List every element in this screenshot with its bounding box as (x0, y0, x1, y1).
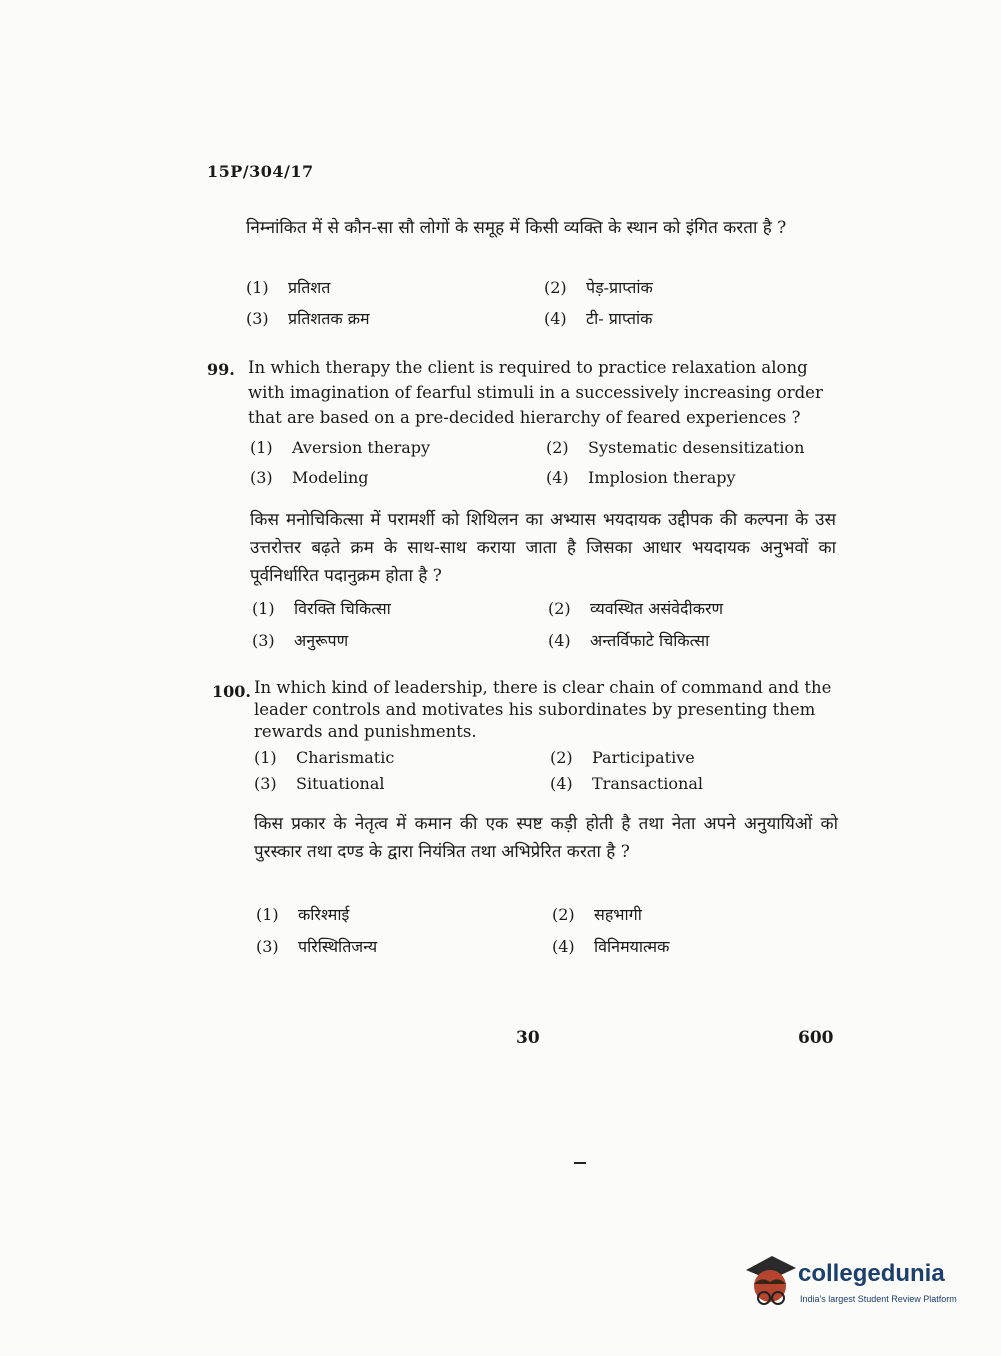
q100-hindi-text: किस प्रकार के नेतृत्व में कमान की एक स्पष्ट कड़ी होती है तथा नेता अपने अनुयायिओं को पुरस्कार तथा दण्ड के द्वारा नियंत्रित तथा अभिप्रेरित करता है ? (254, 814, 838, 862)
option: (2) Participative (550, 748, 695, 767)
mascot-icon (742, 1252, 798, 1312)
q98-hindi-text: निम्नांकित में से कौन-सा सौ लोगों के समूह में किसी व्यक्ति के स्थान को इंगित करता है ? (246, 218, 787, 238)
collegedunia-logo (742, 1252, 972, 1312)
page-number: 30 (516, 1028, 540, 1048)
q100-english-text: In which kind of leadership, there is clear chain of command and the leader controls and motivates his subordinates by presenting them rewards and punishments. (254, 678, 832, 741)
option: (3) Situational (254, 774, 385, 793)
paper-code: 15P/304/17 (207, 162, 314, 181)
option: (1) विरक्ति चिकित्सा (252, 599, 391, 618)
option: (3) अनुरूपण (252, 631, 349, 650)
q99-english-text: In which therapy the client is required to practice relaxation along with imagination of fearful stimuli in a successively increasing order that are based on a pre-decided hierarchy of feared experiences ? (248, 358, 823, 427)
option: (1) प्रतिशत (246, 278, 331, 297)
option: (1) Aversion therapy (250, 438, 431, 457)
option: (1) करिश्माई (256, 905, 350, 924)
option: (3) परिस्थितिजन्य (256, 937, 378, 956)
footer-code: 600 (798, 1028, 834, 1048)
option: (4) विनिमयात्मक (552, 937, 670, 956)
option: (4) Transactional (550, 774, 704, 793)
option: (2) Systematic desensitization (546, 438, 805, 457)
question-number: 100. (212, 682, 251, 701)
option: (2) व्यवस्थित असंवेदीकरण (548, 599, 724, 618)
option: (2) पेड़-प्राप्तांक (544, 278, 653, 297)
option: (1) Charismatic (254, 748, 395, 767)
option: (4) टी- प्राप्तांक (544, 309, 653, 328)
option: (3) Modeling (250, 468, 369, 487)
brand-name: collegedunia (798, 1260, 945, 1287)
stray-mark (574, 1162, 586, 1164)
option: (4) Implosion therapy (546, 468, 736, 487)
brand-tagline: India's largest Student Review Platform (800, 1294, 957, 1304)
q99-hindi-text: किस मनोचिकित्सा में परामर्शी को शिथिलन का अभ्यास भयदायक उद्दीपक की कल्पना के उस उत्तरोत्तर बढ़ते क्रम के साथ-साथ कराया जाता है जिसका आधार भयदायक अनुभवों का पूर्वनिर्धारित पदानुक्रम होता है ? (250, 510, 836, 586)
question-number: 99. (207, 360, 235, 379)
option: (4) अन्तर्विफाटे चिकित्सा (548, 631, 710, 650)
option: (2) सहभागी (552, 905, 642, 924)
option: (3) प्रतिशतक क्रम (246, 309, 370, 328)
